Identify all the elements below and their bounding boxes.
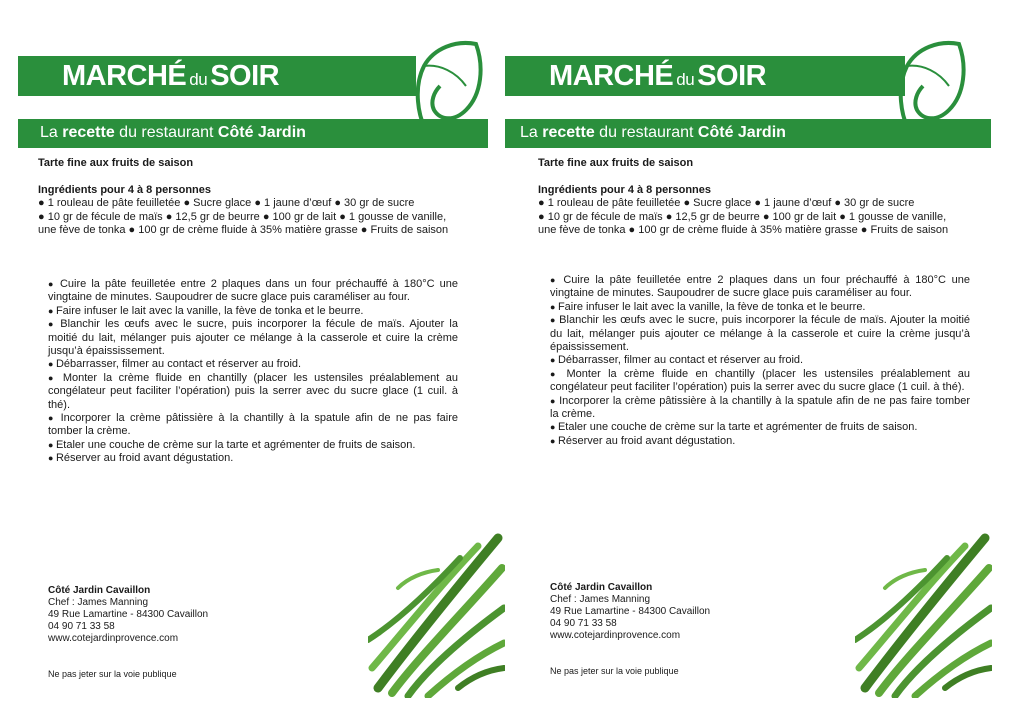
brand-title bbox=[549, 60, 766, 93]
contact-block bbox=[48, 585, 208, 645]
subtitle-part: La bbox=[520, 124, 543, 141]
contact-address: 49 Rue Lamartine - 84300 Cavaillon bbox=[550, 606, 711, 617]
step-item: ● Blanchir les œufs avec le sucre, puis incorporer la fécule de maïs. Ajouter la moitié du lait, mélanger puis ajouter ce mélange à la casserole et cuire la crème jusqu’à épaississement. bbox=[550, 314, 970, 354]
subtitle bbox=[520, 124, 786, 142]
contact-website[interactable]: www.cotejardinprovence.com bbox=[48, 633, 179, 644]
recipe-title: Tarte fine aux fruits de saison bbox=[38, 157, 194, 169]
step-item: ● Débarrasser, filmer au contact et réserver au froid. bbox=[48, 358, 458, 371]
recipe-title: Tarte fine aux fruits de saison bbox=[538, 157, 694, 169]
subtitle-part: du restaurant bbox=[594, 124, 698, 141]
ingredients-list bbox=[538, 197, 983, 238]
subtitle-bold: recette bbox=[62, 124, 115, 141]
brand-word-marche: MARCHÉ bbox=[62, 60, 187, 92]
ingredients-line: ● 1 rouleau de pâte feuilletée ● Sucre glace ● 1 jaune d’œuf ● 30 gr de sucre bbox=[38, 197, 415, 209]
contact-website[interactable]: www.cotejardinprovence.com bbox=[550, 630, 681, 641]
brand-word-soir: SOIR bbox=[697, 60, 767, 92]
recipe-panel-left bbox=[0, 0, 505, 724]
contact-block bbox=[550, 582, 710, 642]
step-item: ● Cuire la pâte feuilletée entre 2 plaques dans un four préchauffé à 180°C une vingtaine de minutes. Saupoudrer de sucre glace puis caraméliser au four. bbox=[48, 278, 458, 305]
step-item: ● Blanchir les œufs avec le sucre, puis incorporer la fécule de maïs. Ajouter la moitié du lait, mélanger puis ajouter ce mélange à la casserole et cuire la crème jusqu’à épaississement. bbox=[48, 318, 458, 358]
steps-list bbox=[550, 274, 970, 448]
contact-phone: 04 90 71 33 58 bbox=[48, 621, 115, 632]
contact-name: Côté Jardin Cavaillon bbox=[48, 585, 151, 596]
ingredients-heading: Ingrédients pour 4 à 8 personnes bbox=[538, 184, 711, 196]
step-item: ● Débarrasser, filmer au contact et réserver au froid. bbox=[550, 354, 970, 367]
ingredients-list bbox=[38, 197, 483, 238]
footer-note: Ne pas jeter sur la voie publique bbox=[48, 669, 177, 679]
brand-title bbox=[62, 60, 279, 93]
ingredients-heading: Ingrédients pour 4 à 8 personnes bbox=[38, 184, 211, 196]
step-item: ● Incorporer la crème pâtissière à la chantilly à la spatule afin de ne pas faire tomber la crème. bbox=[550, 395, 970, 422]
subtitle-part: du restaurant bbox=[114, 124, 218, 141]
subtitle-restaurant-name: Côté Jardin bbox=[697, 124, 786, 141]
step-item: ● Monter la crème fluide en chantilly (placer les ustensiles préalablement au congélateur peut faciliter l’opération) puis la serrer avec du sucre glace (1 cuil. à thé). bbox=[550, 368, 970, 395]
steps-list bbox=[48, 278, 458, 466]
brand-word-soir: SOIR bbox=[210, 60, 280, 92]
ingredients-line: ● 10 gr de fécule de maïs ● 12,5 gr de beurre ● 100 gr de lait ● 1 gousse de vanille, bbox=[38, 210, 447, 223]
recipe-panel-right bbox=[505, 0, 1024, 724]
contact-chef: Chef : James Manning bbox=[550, 594, 651, 605]
footer-note: Ne pas jeter sur la voie publique bbox=[550, 666, 679, 676]
step-item: ● Etaler une couche de crème sur la tarte et agrémenter de fruits de saison. bbox=[550, 421, 970, 434]
step-item: ● Réserver au froid avant dégustation. bbox=[550, 435, 970, 448]
green-beans-illustration bbox=[368, 528, 505, 698]
step-item: ● Faire infuser le lait avec la vanille, la fève de tonka et le beurre. bbox=[550, 301, 970, 314]
ingredients-line: une fève de tonka ● 100 gr de crème fluide à 35% matière grasse ● Fruits de saison bbox=[538, 224, 949, 236]
subtitle-bold: recette bbox=[542, 124, 595, 141]
contact-name: Côté Jardin Cavaillon bbox=[550, 582, 653, 593]
step-item: ● Faire infuser le lait avec la vanille, la fève de tonka et le beurre. bbox=[48, 305, 458, 318]
ingredients-line: ● 10 gr de fécule de maïs ● 12,5 gr de beurre ● 100 gr de lait ● 1 gousse de vanille, bbox=[538, 210, 947, 223]
subtitle bbox=[40, 124, 306, 142]
step-item: ● Cuire la pâte feuilletée entre 2 plaques dans un four préchauffé à 180°C une vingtaine de minutes. Saupoudrer de sucre glace puis caraméliser au four. bbox=[550, 274, 970, 301]
subtitle-part: La bbox=[40, 124, 63, 141]
step-item: ● Etaler une couche de crème sur la tarte et agrémenter de fruits de saison. bbox=[48, 439, 458, 452]
subtitle-restaurant-name: Côté Jardin bbox=[217, 124, 306, 141]
brand-word-du: du bbox=[189, 70, 208, 89]
green-beans-illustration bbox=[855, 528, 992, 698]
step-item: ● Monter la crème fluide en chantilly (placer les ustensiles préalablement au congélateur peut faciliter l’opération) puis la serrer avec du sucre glace (1 cuil. à thé). bbox=[48, 372, 458, 412]
brand-word-du: du bbox=[676, 70, 695, 89]
contact-phone: 04 90 71 33 58 bbox=[550, 618, 617, 629]
contact-chef: Chef : James Manning bbox=[48, 597, 149, 608]
brand-word-marche: MARCHÉ bbox=[549, 60, 674, 92]
step-item: ● Réserver au froid avant dégustation. bbox=[48, 452, 458, 465]
step-item: ● Incorporer la crème pâtissière à la chantilly à la spatule afin de ne pas faire tomber la crème. bbox=[48, 412, 458, 439]
ingredients-line: une fève de tonka ● 100 gr de crème fluide à 35% matière grasse ● Fruits de saison bbox=[38, 224, 449, 236]
contact-address: 49 Rue Lamartine - 84300 Cavaillon bbox=[48, 609, 209, 620]
ingredients-line: ● 1 rouleau de pâte feuilletée ● Sucre glace ● 1 jaune d’œuf ● 30 gr de sucre bbox=[538, 197, 915, 209]
